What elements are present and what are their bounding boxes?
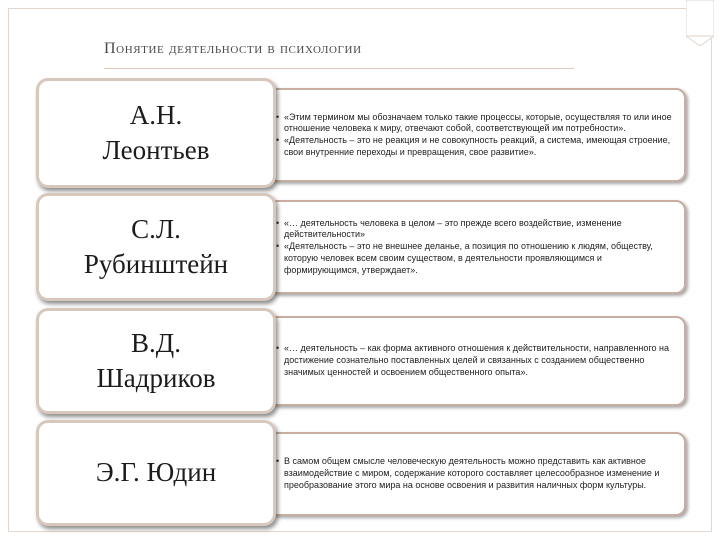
definition-box-rubinstein [268, 200, 686, 294]
author-initials: В.Д. [131, 327, 181, 358]
definition-item: • «Деятельность – это не реакция и не совокупность реакций, а система, имеющая строение, свои внутренние переходы и превращения, свое развитие». [276, 135, 676, 158]
title-underline [104, 68, 574, 69]
author-box-leontiev [36, 78, 276, 188]
author-name: Э.Г. Юдин [95, 457, 217, 488]
definition-item: • «… деятельность человека в целом – это прежде всего воздействие, изменение действительности» [276, 218, 676, 241]
author-box-rubinstein [36, 193, 276, 301]
definition-item: • В самом общем смысле человеческую деятельность можно представить как активное взаимодействие с миром, содержание которого составляет целесообразное изменение и преобразование этого мира на основе освоения и развития наличных форм культуры. [276, 456, 676, 491]
author-box-yudin [36, 420, 276, 526]
definition-box-shadrikov [268, 316, 686, 406]
definition-box-yudin [268, 432, 686, 516]
author-initials: А.Н. [129, 99, 183, 130]
slide-title-text: Понятие деятельности в психологии [104, 40, 362, 57]
author-surname: Рубинштейн [83, 249, 229, 279]
definition-box-leontiev [268, 88, 686, 182]
author-surname: Леонтьев [102, 135, 210, 165]
slide-title [104, 40, 362, 58]
definition-item: • «… деятельность – как форма активного отношения к действительности, направленного на достижение сознательно поставленных целей и связанных с созданием общественно значимых ценностей и освоением общественного опыта». [276, 343, 676, 378]
author-surname: Шадриков [96, 363, 216, 393]
definition-item: • «Этим термином мы обозначаем только такие процессы, которые, осуществляя то или иное отношение человека к миру, отвечают собой, соответствующей им потребности». [276, 112, 676, 135]
corner-ribbon-decoration [686, 0, 714, 46]
author-initials: С.Л. [131, 213, 181, 244]
author-box-shadrikov [36, 308, 276, 414]
definition-item: • «Деятельность – это не внешнее деланье, а позиция по отношению к людям, обществу, которую человек всем своим существом, в деятельности проявляющимся и формирующимся, утверждает». [276, 241, 676, 276]
